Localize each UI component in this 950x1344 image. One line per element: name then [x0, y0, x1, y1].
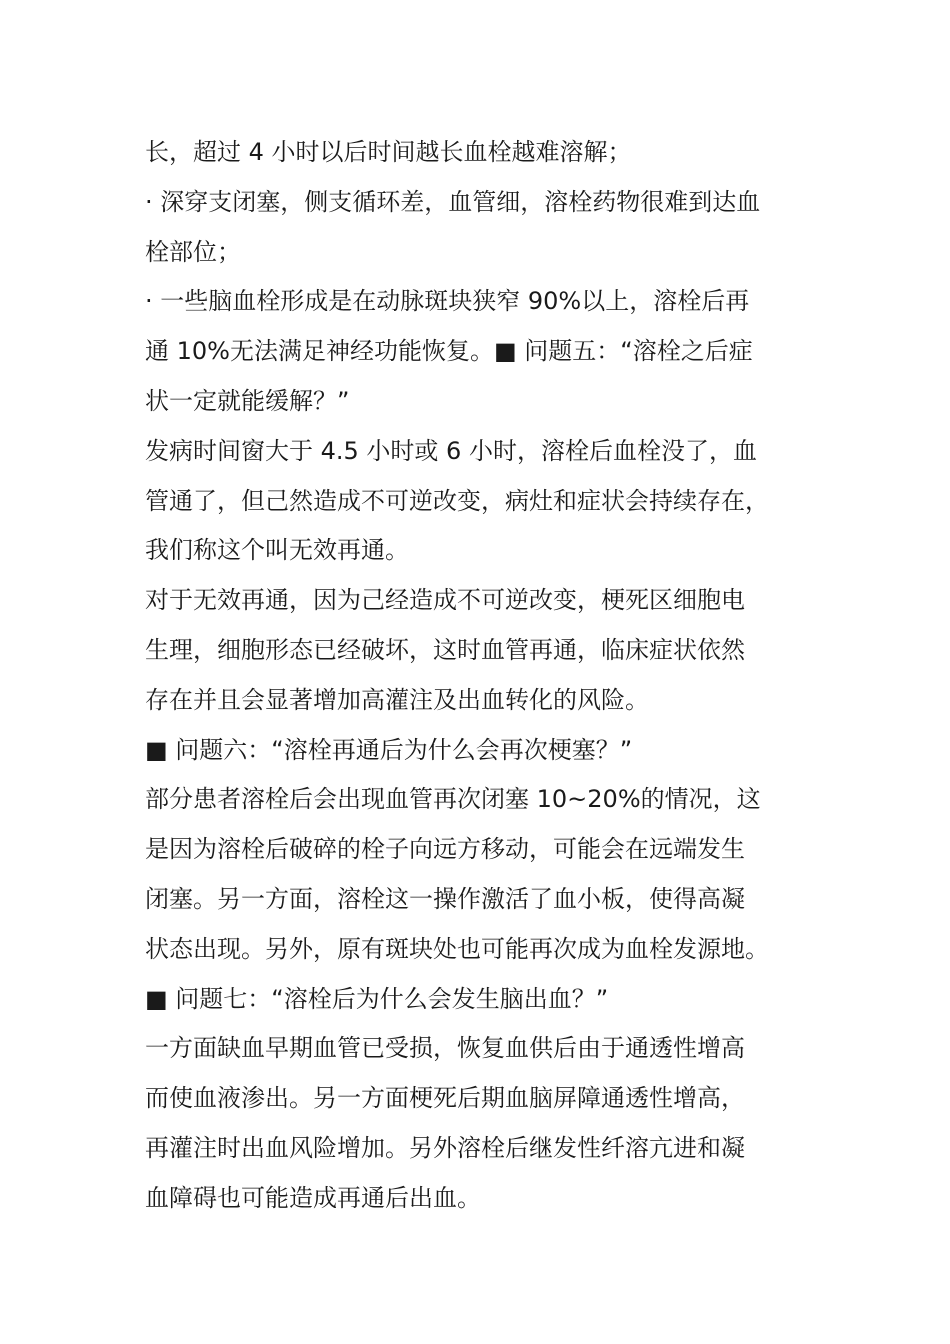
text-line: 通 10%无法满足神经功能恢复。■ 问题五：“溶栓之后症: [145, 337, 753, 366]
text-line: · 深穿支闭塞，侧支循环差，血管细，溶栓药物很难到达血: [145, 187, 761, 216]
text-line: 部分患者溶栓后会出现血管再次闭塞 10~20%的情况，这: [145, 785, 761, 814]
text-line: 发病时间窗大于 4.5 小时或 6 小时，溶栓后血栓没了，血: [145, 436, 757, 465]
text-line: 一方面缺血早期血管已受损，恢复血供后由于通透性增高: [145, 1034, 745, 1063]
text-line: 状一定就能缓解？”: [145, 386, 350, 415]
text-line: 存在并且会显著增加高灌注及出血转化的风险。: [145, 685, 649, 714]
text-line: 栓部位；: [145, 237, 241, 266]
text-line: 长，超过 4 小时以后时间越长血栓越难溶解；: [145, 138, 632, 166]
text-line: 状态出现。另外，原有斑块处也可能再次成为血栓发源地。: [145, 934, 769, 963]
text-line: 闭塞。另一方面，溶栓这一操作激活了血小板，使得高凝: [145, 884, 745, 913]
text-line: ■ 问题七：“溶栓后为什么会发生脑出血？”: [145, 984, 609, 1013]
text-line: 是因为溶栓后破碎的栓子向远方移动，可能会在远端发生: [145, 835, 745, 864]
text-line: 而使血液渗出。另一方面梗死后期血脑屏障通透性增高，: [145, 1084, 745, 1113]
text-line: 管通了，但己然造成不可逆改变，病灶和症状会持续存在，: [145, 486, 769, 515]
text-line: ■ 问题六：“溶栓再通后为什么会再次梗塞？”: [145, 735, 633, 764]
text-line: 我们称这个叫无效再通。: [145, 536, 409, 565]
document-body: [145, 128, 815, 1224]
text-line: 血障碍也可能造成再通后出血。: [145, 1183, 481, 1212]
text-line: 再灌注时出血风险增加。另外溶栓后继发性纤溶亢进和凝: [145, 1133, 745, 1162]
text-line: 对于无效再通，因为己经造成不可逆改变，梗死区细胞电: [145, 586, 745, 615]
text-line: · 一些脑血栓形成是在动脉斑块狭窄 90%以上，溶栓后再: [145, 287, 750, 316]
text-line: 生理，细胞形态已经破坏，这时血管再通，临床症状依然: [145, 635, 745, 664]
